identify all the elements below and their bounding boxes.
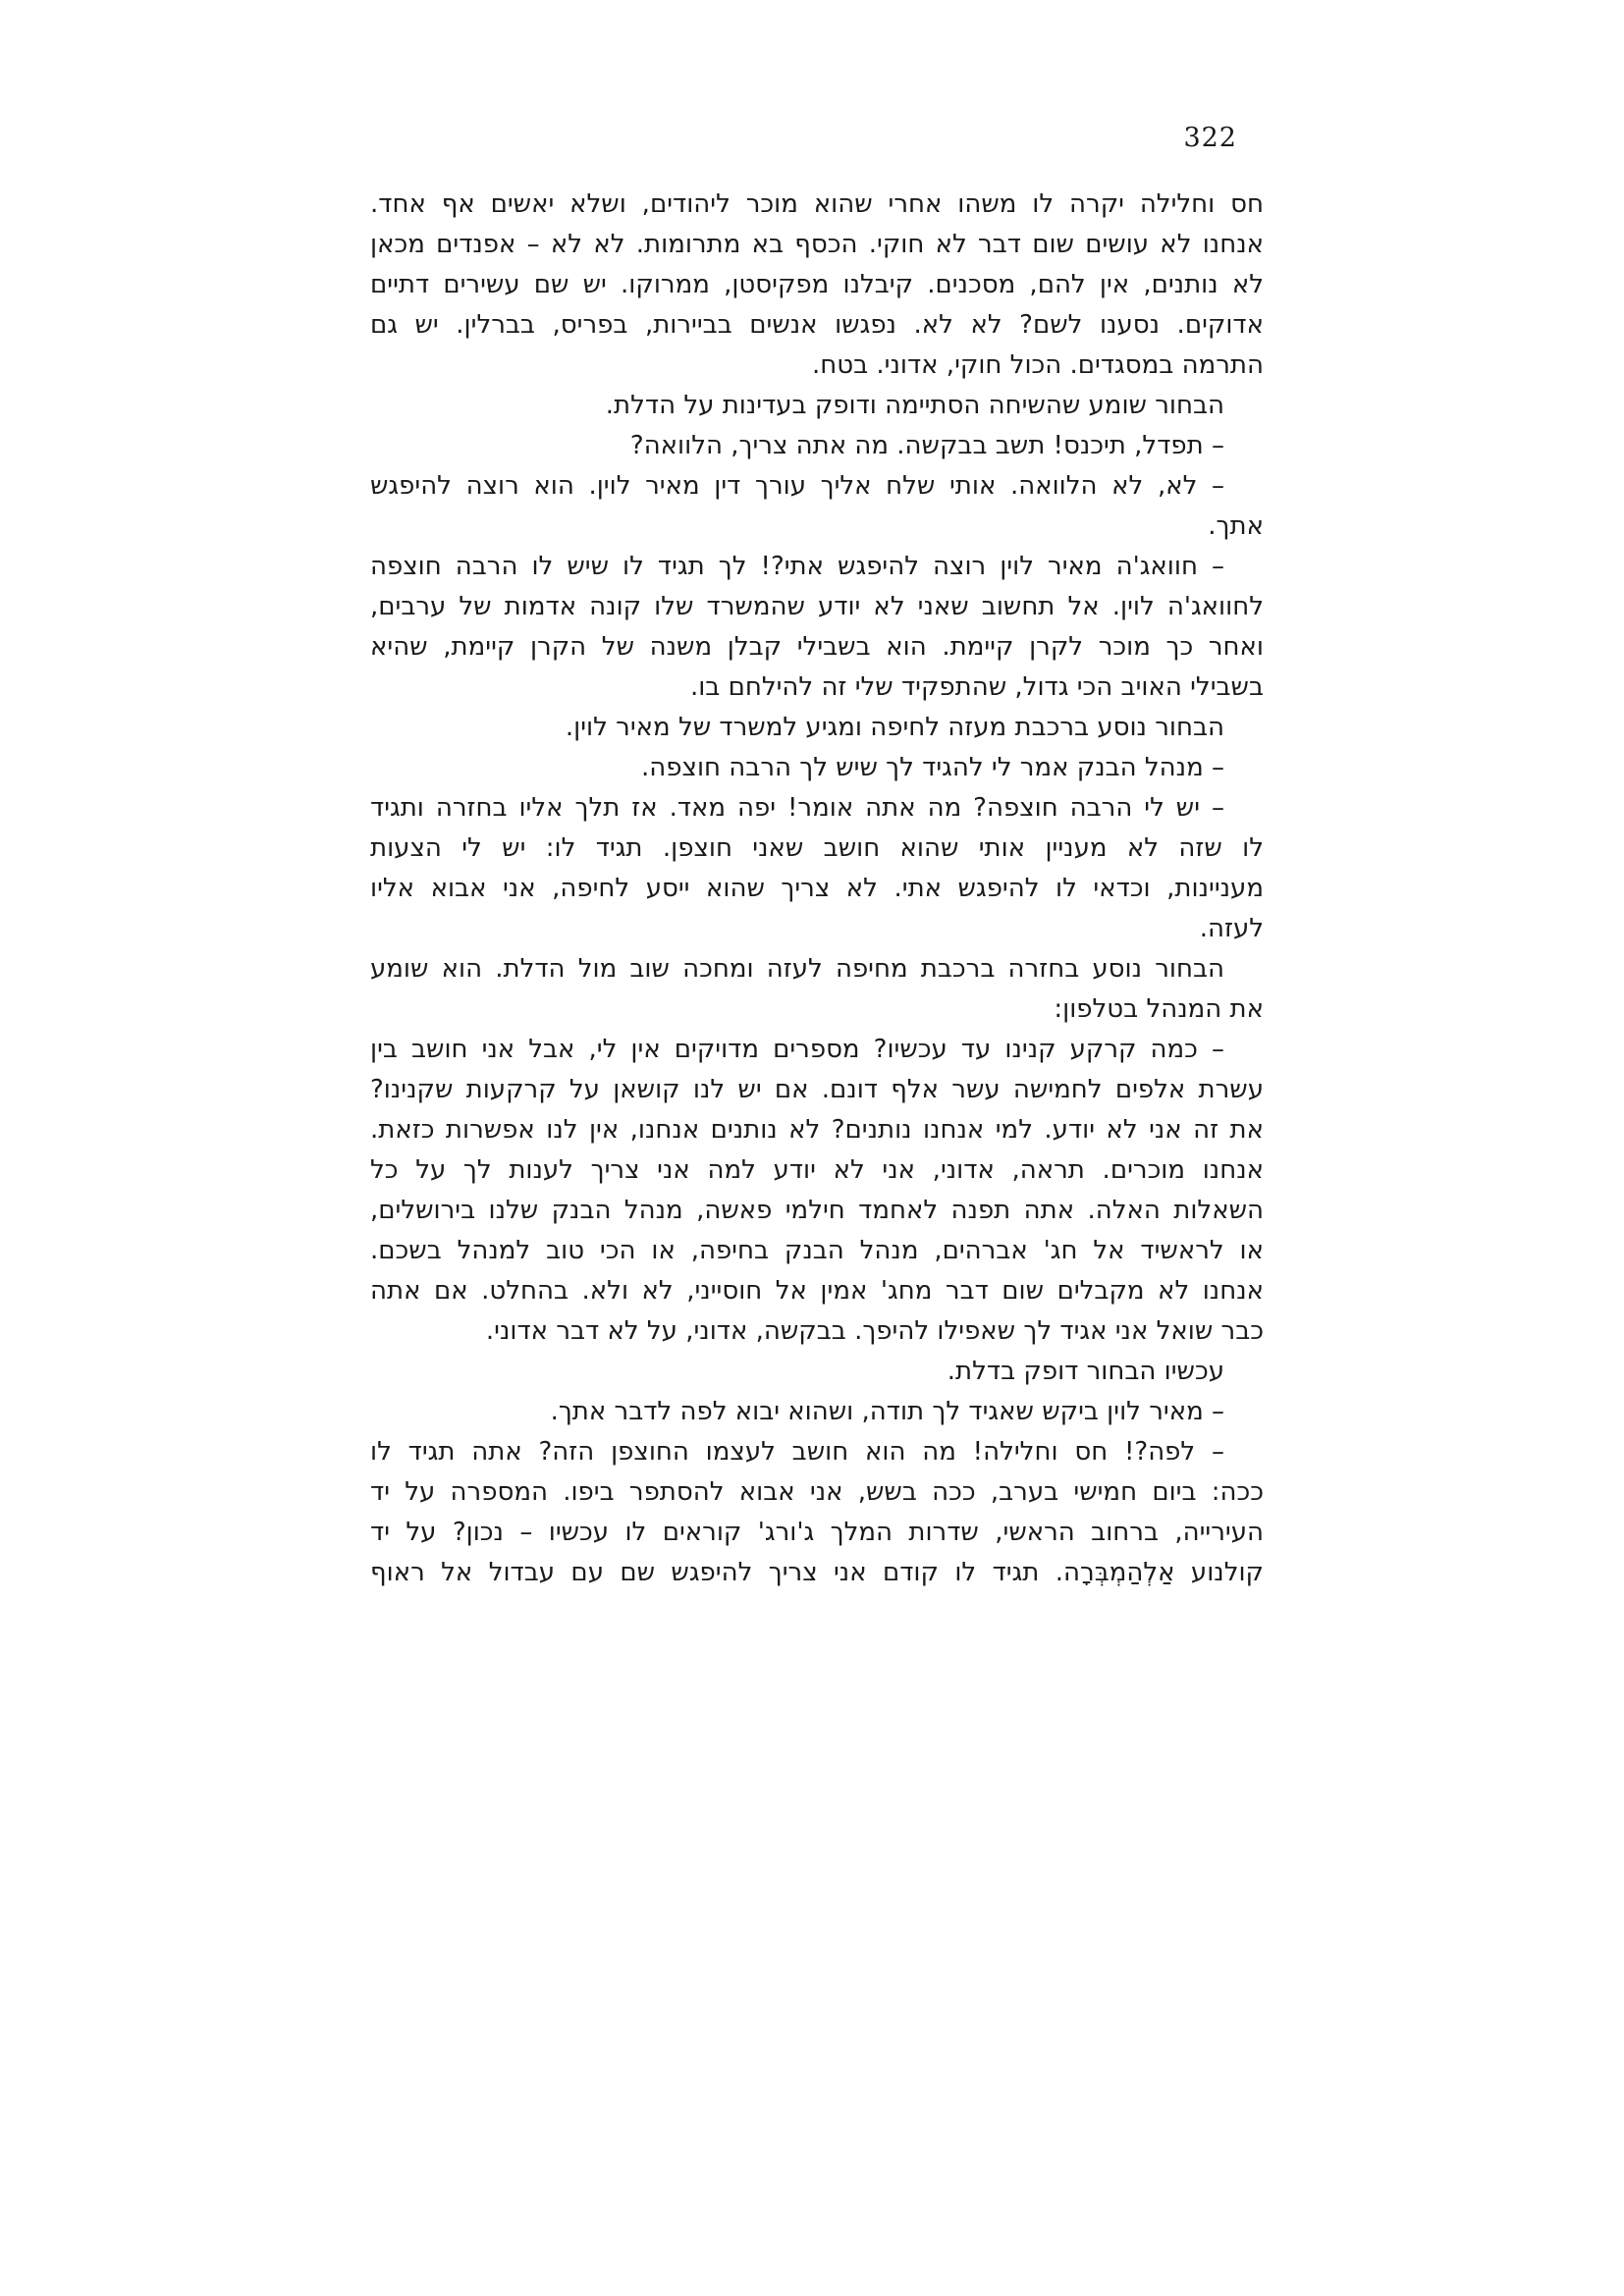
text-line: ככה: ביום חמישי בערב, ככה בשש, אני אבוא להסתפר ביפו. המספרה על יד	[370, 1477, 1264, 1507]
text-line: את המנהל בטלפון:	[1054, 994, 1264, 1024]
text-line: כבר שואל אני אגיד לך שאפילו להיפך. בבקשה, אדוני, על לא דבר אדוני.	[485, 1316, 1264, 1346]
text-line: – יש לי הרבה חוצפה? מה אתה אומר! יפה מאד. אז תלך אליו בחזרה ותגיד	[370, 793, 1224, 823]
text-line: את זה אני לא יודע. למי אנחנו נותנים? לא נותנים אנחנו, אין לנו אפשרות כזאת.	[370, 1115, 1264, 1145]
text-line: בשבילי האויב הכי גדול, שהתפקיד שלי זה להילחם בו.	[689, 672, 1264, 702]
text-line: – מאיר לוין ביקש שאגיד לך תודה, ושהוא יבוא לפה לדבר אתך.	[550, 1397, 1224, 1426]
text-line: אנחנו לא עושים שום דבר לא חוקי. הכסף בא מתרומות. לא לא – אפנדים מכאן	[370, 230, 1264, 259]
text-line: עשרת אלפים לחמישה עשר אלף דונם. אם יש לנו קושאן על קרקעות שקנינו?	[370, 1075, 1264, 1104]
text-line: אנחנו מוכרים. תראה, אדוני, אני לא יודע למה אני צריך לענות לך על כל	[370, 1155, 1264, 1185]
text-line: הבחור נוסע ברכבת מעזה לחיפה ומגיע למשרד של מאיר לוין.	[565, 713, 1224, 742]
text-line: ואחר כך מוכר לקרן קיימת. הוא בשבילי קבלן משנה של הקרן קיימת, שהיא	[370, 632, 1264, 662]
text-line: חס וחלילה יקרה לו משהו אחרי שהוא מוכר ליהודים, ושלא יאשים אף אחד.	[370, 189, 1264, 219]
text-line: לו שזה לא מעניין אותי שהוא חושב שאני חוצפן. תגיד לו: יש לי הצעות	[370, 833, 1264, 863]
text-line: – לפה?! חס וחלילה! מה הוא חושב לעצמו החוצפן הזה? אתה תגיד לו	[370, 1437, 1224, 1467]
text-line: – תפדל, תיכנס! תשב בבקשה. מה אתה צריך, הלוואה?	[629, 431, 1224, 460]
text-line: הבחור שומע שהשיחה הסתיימה ודופק בעדינות על הדלת.	[605, 391, 1224, 420]
text-line: הבחור נוסע בחזרה ברכבת מחיפה לעזה ומחכה שוב מול הדלת. הוא שומע	[370, 954, 1224, 984]
text-line: או לראשיד אל חג' אברהים, מנהל הבנק בחיפה, או הכי טוב למנהל בשכם.	[370, 1236, 1264, 1265]
text-line: קולנוע אַלְהַמְבְּרָה. תגיד לו קודם אני צריך להיפגש שם עם עבדול אל ראוף	[370, 1558, 1264, 1587]
text-line: מעניינות, וכדאי לו להיפגש אתי. לא צריך שהוא ייסע לחיפה, אני אבוא אליו	[370, 874, 1264, 903]
page-number: 322	[1183, 123, 1237, 153]
text-line: עכשיו הבחור דופק בדלת.	[947, 1357, 1224, 1386]
text-line: השאלות האלה. אתה תפנה לאחמד חילמי פאשה, מנהל הבנק שלנו בירושלים,	[370, 1196, 1264, 1225]
text-line: לחוואג'ה לוין. אל תחשוב שאני לא יודע שהמשרד שלו קונה אדמות של ערבים,	[370, 592, 1264, 621]
text-line: התרמה במסגדים. הכול חוקי, אדוני. בטח.	[811, 350, 1264, 380]
text-line: – חוואג'ה מאיר לוין רוצה להיפגש אתי?! לך תגיד לו שיש לו הרבה חוצפה	[370, 552, 1224, 581]
text-line: אתך.	[1208, 511, 1264, 541]
text-line: – לא, לא הלוואה. אותי שלח אליך עורך דין מאיר לוין. הוא רוצה להיפגש	[370, 471, 1224, 501]
text-line: העירייה, ברחוב הראשי, שדרות המלך ג'ורג' קוראים לו עכשיו – נכון? על יד	[370, 1518, 1264, 1547]
text-line: אנחנו לא מקבלים שום דבר מחג' אמין אל חוסייני, לא ולא. בהחלט. אם אתה	[370, 1276, 1264, 1306]
text-line: – מנהל הבנק אמר לי להגיד לך שיש לך הרבה חוצפה.	[641, 753, 1224, 782]
text-line: לעזה.	[1199, 914, 1264, 943]
text-line: – כמה קרקע קנינו עד עכשיו? מספרים מדויקים אין לי, אבל אני חושב בין	[370, 1035, 1224, 1064]
body-text-block	[370, 185, 1264, 1593]
text-line: לא נותנים, אין להם, מסכנים. קיבלנו מפקיסטן, ממרוקו. יש שם עשירים דתיים	[370, 270, 1264, 299]
text-line: אדוקים. נסענו לשם? לא לא. נפגשו אנשים בביירות, בפריס, בברלין. יש גם	[370, 310, 1264, 340]
